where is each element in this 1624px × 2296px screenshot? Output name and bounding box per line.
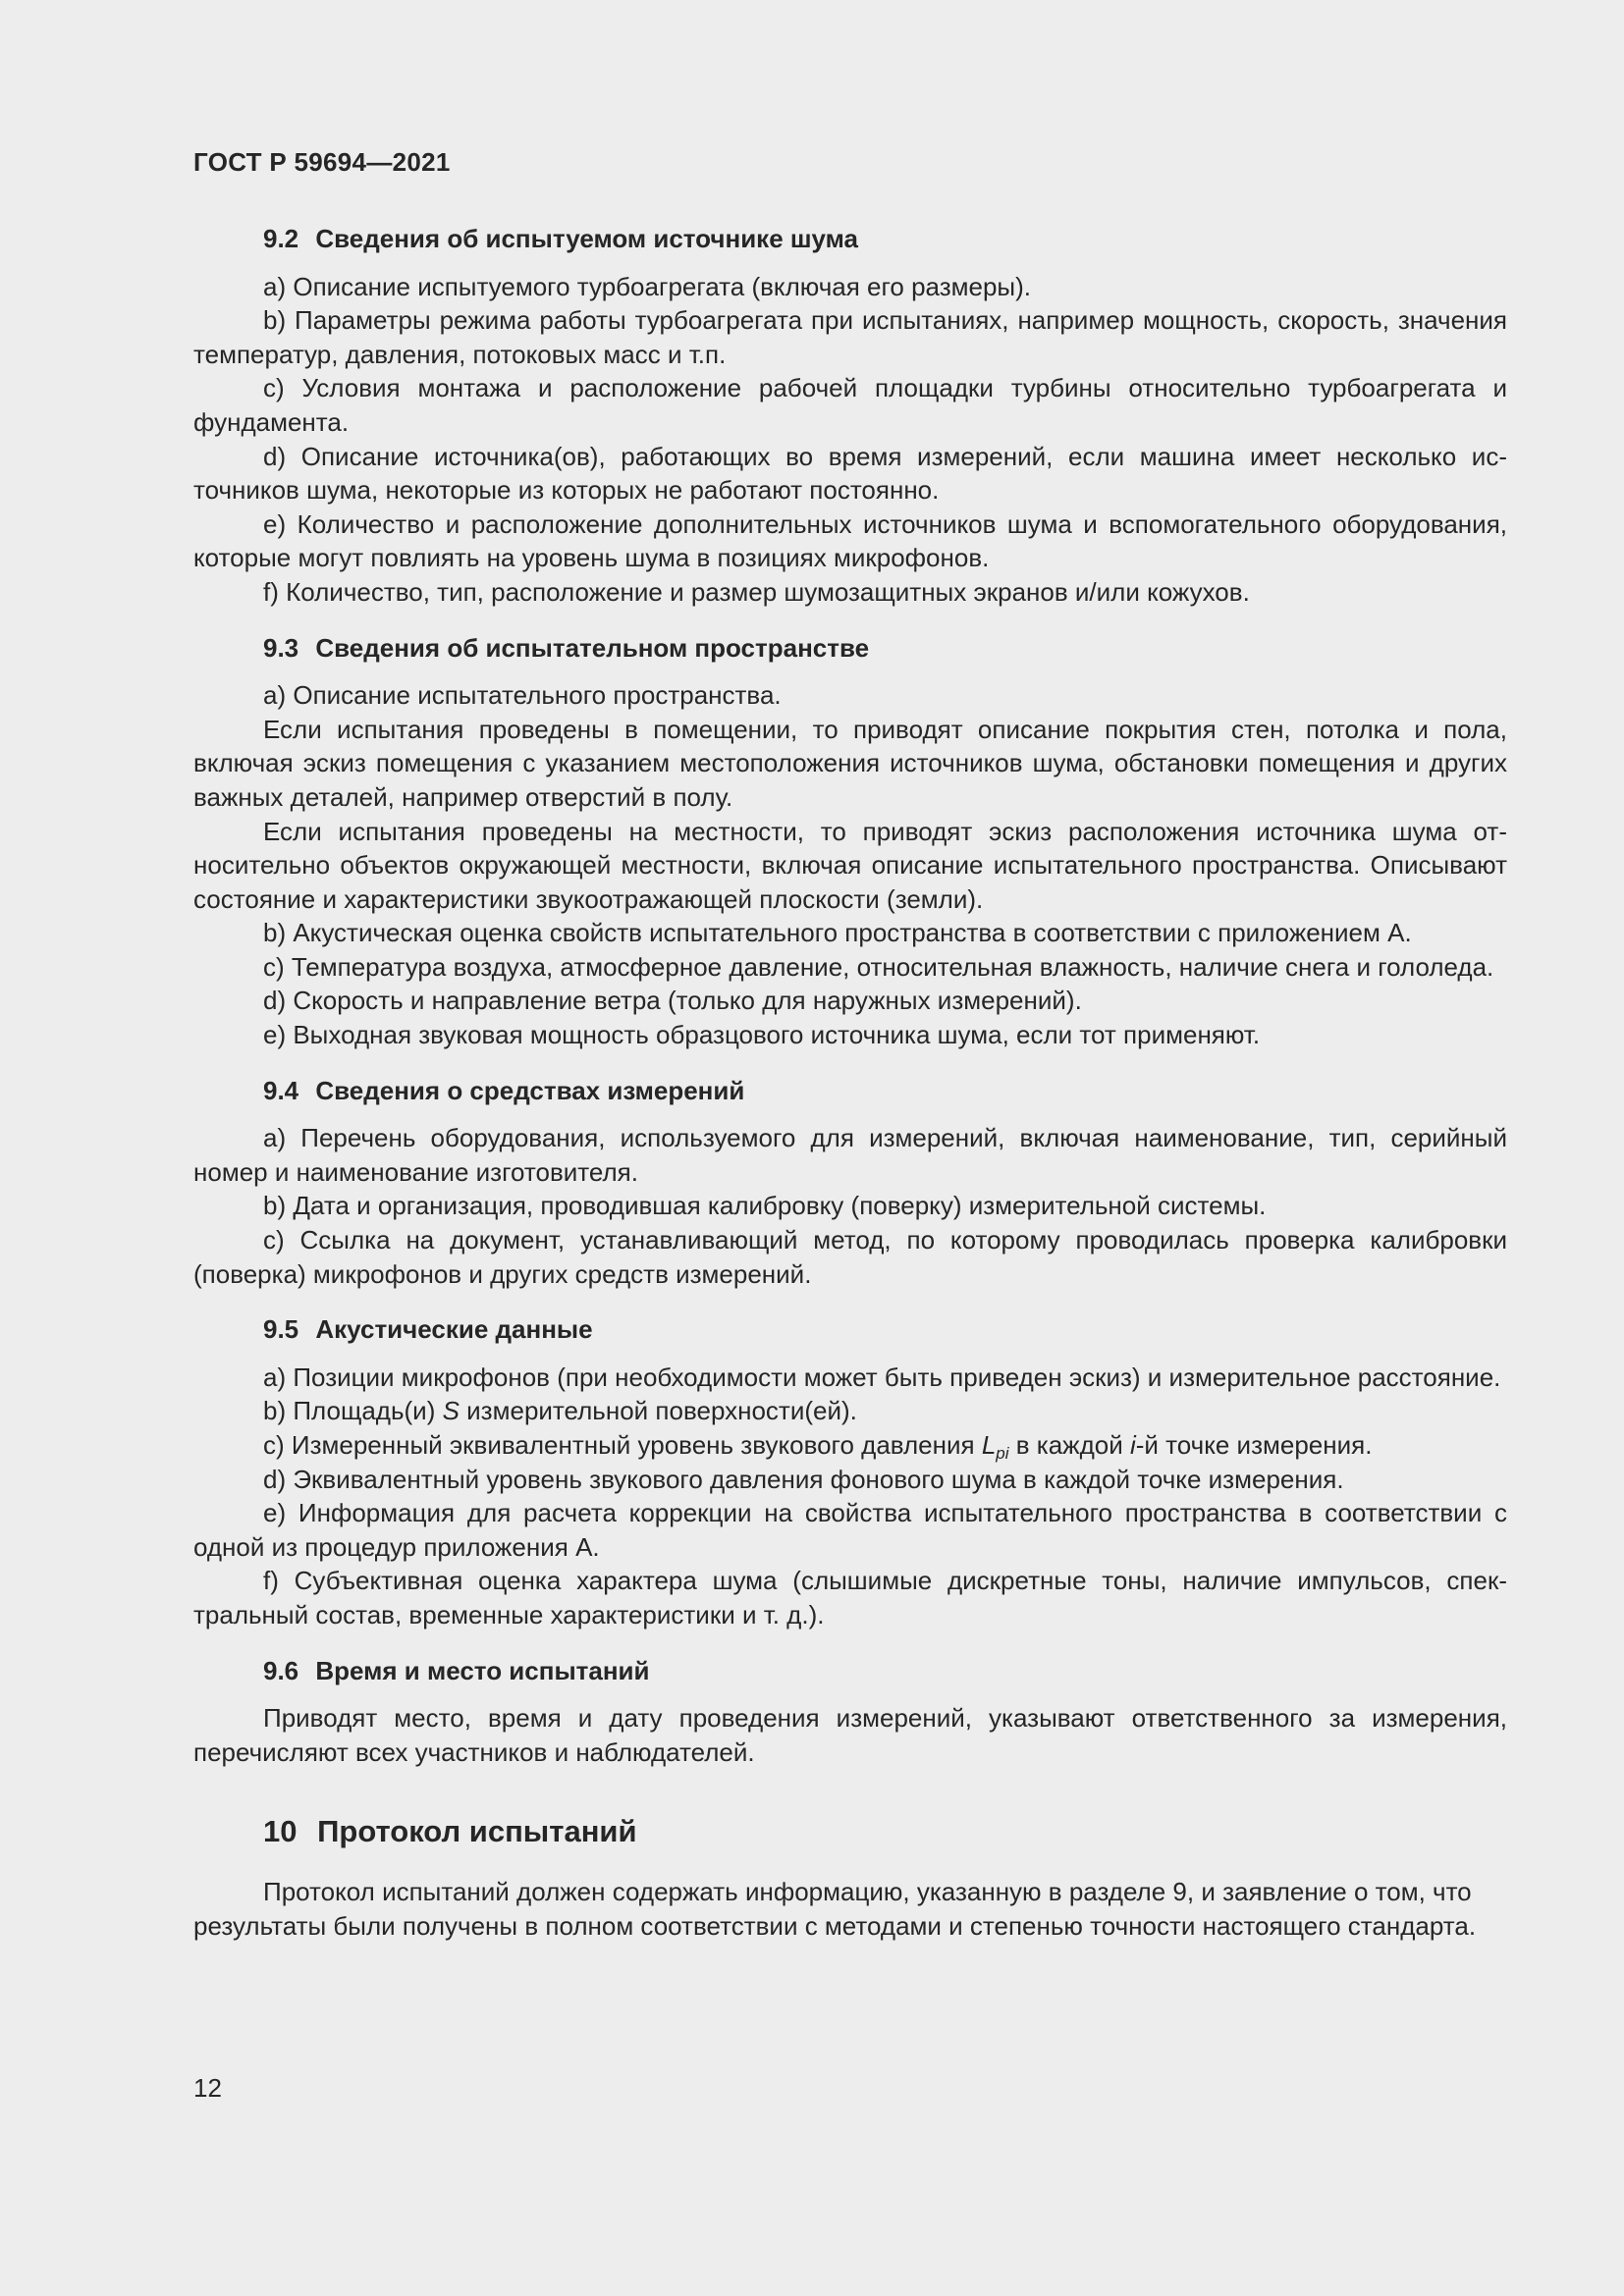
section-heading-9-5 [193,1312,1507,1347]
variable-s: S [442,1396,460,1426]
variable-i: i [1129,1430,1136,1460]
page-number: 12 [193,2073,222,2103]
section-number: 9.2 [263,224,299,253]
paragraph: Протокол испытаний должен содержать информацию, указанную в разделе 9, и заявление о том, что результаты были получены в полном соответствии с методами и степенью точности настоящего стандарта. [193,1877,1477,1941]
page-content [193,222,1507,1944]
text-run: c) Измеренный эквивалентный уровень звукового давления [263,1430,982,1460]
paragraph-with-variable [193,1394,1507,1428]
variable-subscript: pi [996,1444,1009,1463]
paragraph: a) Описание испытуемого турбоагрегата (включая его размеры). [263,271,1031,301]
section-number: 9.3 [263,632,299,663]
text-run: b) Площадь(и) [263,1396,443,1426]
section-title: Время и место испытаний [315,1655,650,1685]
variable-l: L [981,1430,997,1460]
paragraph: d) Описание источника(ов), работающих во время измерений, если машина имеет несколько источников шума, некоторые из которых не работают постоянно. [193,441,1507,506]
chapter-number: 10 [263,1814,298,1849]
paragraph: e) Количество и расположение дополнительных источников шума и вспомогательного оборудования, которые могут повлиять на уровень шума в позициях микрофонов. [193,508,1507,573]
section-title: Акустические данные [315,1314,593,1345]
paragraph: f) Количество, тип, расположение и размер шумозащитных экранов и/или кожухов. [263,576,1250,607]
text-run: в каждой [1008,1430,1130,1460]
section-title: Сведения об испытуемом источнике шума [315,224,859,253]
paragraph: d) Эквивалентный уровень звукового давления фонового шума в каждой точке измерения. [263,1464,1344,1494]
section-title: Сведения о средствах измерений [315,1075,745,1105]
paragraph-with-formula [193,1428,1507,1463]
paragraph: d) Скорость и направление ветра (только для наружных измерений). [263,986,1082,1016]
paragraph: b) Параметры режима работы турбоагрегата при испытаниях, например мощность, скорость, значения температур, давления, потоковых масс и т.п. [193,305,1507,369]
paragraph: e) Выходная звуковая мощность образцового источника шума, если тот применяют. [263,1020,1261,1050]
paragraph: e) Информация для расчета коррекции на свойства испытательного пространства в соответствии с одной из процедур приложения А. [193,1498,1507,1562]
section-number: 9.6 [263,1655,299,1685]
paragraph: c) Ссылка на документ, устанавливающий метод, по которому проводилась проверка калибровки (поверка) микрофонов и других средств измерений. [193,1225,1507,1289]
paragraph: a) Перечень оборудования, используемого для измерений, включая наименование, тип, серийный номер и наименование изготовителя. [193,1123,1507,1187]
text-run: измерительной поверхности(ей). [459,1396,857,1426]
section-heading-9-6 [193,1654,1507,1688]
paragraph: c) Условия монтажа и расположение рабочей площадки турбины относительно турбоагрегата и фундамента. [193,373,1507,437]
section-title: Сведения об испытательном пространстве [315,632,870,663]
section-number: 9.5 [263,1314,299,1345]
chapter-title: Протокол испытаний [317,1814,637,1849]
paragraph: a) Позиции микрофонов (при необходимости может быть приведен эскиз) и измерительное расстояние. [263,1362,1501,1392]
paragraph: f) Субъективная оценка характера шума (слышимые дискретные тоны, наличие импульсов, спектральный состав, временные характеристики и т. д.). [193,1566,1507,1629]
paragraph: c) Температура воздуха, атмосферное давление, относительная влажность, наличие снега и гололеда. [263,951,1494,982]
section-heading-9-3 [193,631,1507,666]
section-heading-9-4 [193,1074,1507,1108]
chapter-heading-10 [193,1812,1507,1851]
paragraph: Приводят место, время и дату проведения измерений, указывают ответственного за измерения, перечисляют всех участников и наблюдателей. [193,1703,1507,1767]
document-header: ГОСТ Р 59694—2021 [193,147,451,177]
paragraph: Если испытания проведены на местности, то приводят эскиз расположения источника шума относительно объектов окружающей местности, включая описание испытательного пространства. Описывают состояние и характеристики звукоотражающей плоскости (земли). [193,816,1507,914]
paragraph: b) Акустическая оценка свойств испытательного пространства в соответствии с приложением А. [263,918,1412,948]
text-run: -й точке измерения. [1135,1430,1373,1460]
paragraph: Если испытания проведены в помещении, то приводят описание покрытия стен, потолка и пола, включая эскиз помещения с указанием местоположения источников шума, обстановки помещения и других важных деталей, например отверстий в полу. [193,714,1507,812]
paragraph: b) Дата и организация, проводившая калибровку (поверку) измерительной системы. [263,1191,1267,1221]
section-number: 9.4 [263,1075,299,1105]
section-heading-9-2 [193,222,1507,256]
paragraph: a) Описание испытательного пространства. [263,680,782,711]
